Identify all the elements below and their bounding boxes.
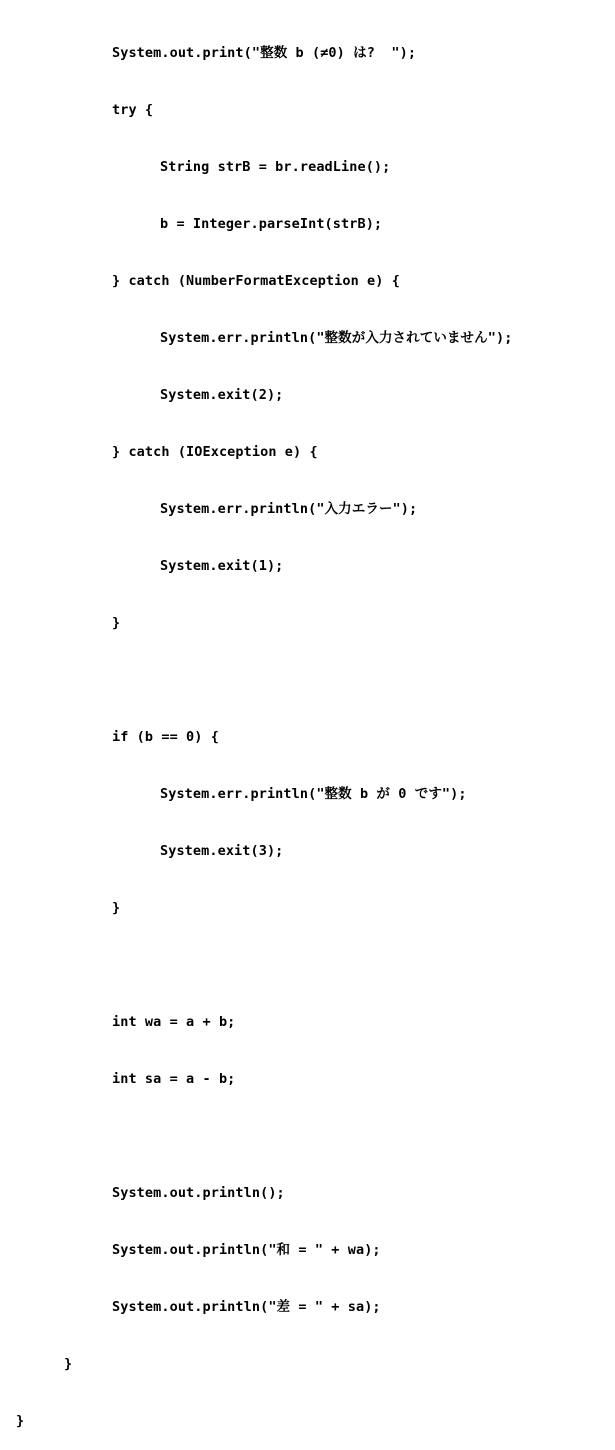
blank-line (0, 1127, 512, 1146)
code-line: System.out.println(); (112, 1185, 285, 1201)
code-line: } catch (IOException e) { (112, 444, 318, 460)
blank-line (0, 671, 512, 690)
code-line: } (112, 900, 121, 916)
code-line: System.err.println("整数が入力されていません"); (160, 330, 513, 346)
code-line: } (16, 1413, 25, 1429)
blank-line (0, 956, 512, 975)
code-line: b = Integer.parseInt(strB); (160, 216, 383, 232)
code-line: System.err.println("整数 b が 0 です"); (160, 786, 467, 802)
code-line: int sa = a - b; (112, 1071, 236, 1087)
code-line: String strB = br.readLine(); (160, 159, 391, 175)
code-line: } catch (NumberFormatException e) { (112, 273, 400, 289)
code-line: System.out.print("整数 b (≠0) は? "); (112, 45, 417, 61)
code-line: } (64, 1356, 73, 1372)
code-line: System.exit(1); (160, 558, 284, 574)
code-line: } (112, 615, 121, 631)
code-line: System.out.println("和 = " + wa); (112, 1242, 381, 1258)
code-line: System.out.println("差 = " + sa); (112, 1299, 381, 1315)
code-line: System.exit(3); (160, 843, 284, 859)
code-line: System.exit(2); (160, 387, 284, 403)
code-listing (0, 6, 512, 1450)
code-line: if (b == 0) { (112, 729, 219, 745)
code-line: int wa = a + b; (112, 1014, 236, 1030)
code-line: try { (112, 102, 154, 118)
code-line: System.err.println("入力エラー"); (160, 501, 418, 517)
